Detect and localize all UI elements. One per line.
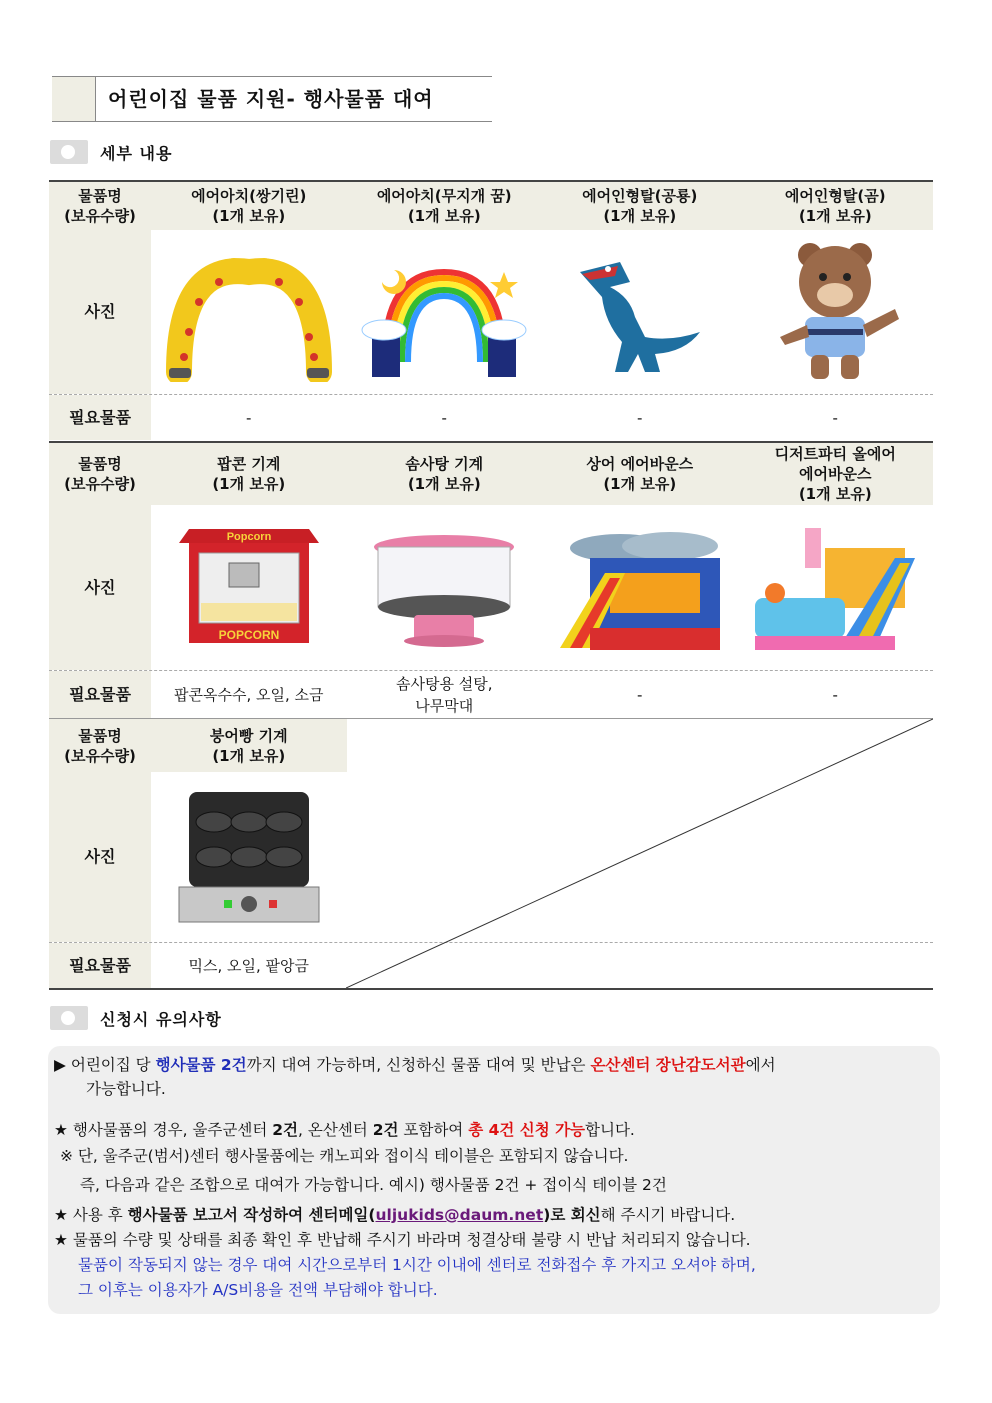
notice-line [54,1228,934,1253]
item-header [151,443,347,505]
star-icon: ★ [54,1231,68,1249]
bullet-chip-icon [50,140,88,164]
title-tab [52,77,96,121]
label-photo: 사진 [49,505,151,670]
label-name-text: 물품명 [78,187,122,205]
text: 해 주시기 바랍니다. [600,1206,736,1224]
giraffe-arch-icon [151,230,347,394]
item-header [542,443,738,505]
text: 어린이집 당 [70,1056,156,1074]
item-header [151,182,347,230]
item-name: 붕어빵 기계 [209,726,288,745]
email-link[interactable]: uljukids@daum.net [375,1206,544,1224]
label-name [49,443,151,505]
text: 사용 후 [72,1206,128,1224]
dessert-bounce-icon [738,505,934,670]
items-table-2 [49,441,933,718]
text: , 온산센터 [298,1121,373,1139]
highlight: 행사물품 보고서 작성하여 센터메일( [127,1206,376,1224]
document-title: 어린이집 물품 지원- 행사물품 대여 [108,87,434,111]
required-items: 믹스, 오일, 팥앙금 [188,957,309,975]
label-qty-text: (보유수량) [64,207,136,225]
notice-line: 가능합니다. [86,1080,166,1098]
required-items: - [637,685,643,704]
section-heading-details [50,139,172,165]
notice-line [54,1118,934,1143]
dinosaur-icon [542,230,738,394]
item-header [151,719,347,772]
required-items: 팝콘옥수수, 오일, 소금 [174,685,324,704]
item-header [542,182,738,230]
item-header [738,443,934,505]
text: 합니다. [585,1121,635,1139]
label-required: 필요물품 [49,395,151,440]
label-qty-text: (보유수량) [64,746,136,765]
table-bottom-rule [49,988,933,990]
highlight: 2건 [372,1121,399,1139]
bullet-chip-icon [50,1006,88,1030]
section-label: 신청시 유의사항 [100,1009,222,1029]
fish-bread-machine-icon [151,772,347,942]
highlight: 2건 [272,1121,298,1139]
label-photo: 사진 [49,230,151,394]
item-name: 에어인형탈(공룡) [582,187,698,205]
item-qty: (1개 보유) [212,475,286,493]
shark-bounce-icon [542,505,738,670]
item-qty: (1개 보유) [212,207,286,225]
item-name: 에어인형탈(곰) [784,187,886,205]
required-items: 솜사탕용 설탕, 나무막대 [396,674,493,715]
highlight: 온산센터 장난감도서관 [590,1056,746,1074]
section-label: 세부 내용 [100,143,173,163]
item-name: 디저트파티 올에어 에어바운스 [774,445,896,483]
label-name [49,719,151,772]
item-qty: (1개 보유) [798,207,872,225]
item-header [347,443,543,505]
empty-cell-diagonal [346,718,933,990]
label-name [49,182,151,230]
text: 까지 대여 가능하며, 신청하신 물품 대여 및 반납은 [246,1056,591,1074]
required-items: - [441,408,447,427]
text: 물품의 수량 및 상태를 최종 확인 후 반납해 주시기 바라며 청결상태 불량 시 반납 처리되지 않습니다. [72,1231,751,1249]
svg-text:Popcorn: Popcorn [226,530,272,543]
item-header [738,182,934,230]
item-name: 상어 에어바운스 [586,455,694,473]
bear-icon [738,230,934,394]
required-items: - [832,685,838,704]
highlight: 총 4건 신청 가능 [468,1121,586,1139]
cotton-candy-machine-icon [347,505,543,670]
label-qty-text: (보유수량) [64,475,136,493]
arrow-icon: ▶ [54,1056,66,1074]
label-required: 필요물품 [49,671,151,718]
notice-box [48,1046,940,1314]
item-name: 에어아치(무지개 꿈) [376,187,512,205]
item-qty: (1개 보유) [407,207,481,225]
text: 포함하여 [398,1121,469,1139]
popcorn-machine-icon [151,505,347,670]
rainbow-arch-icon [347,230,543,394]
notice-line: 그 이후는 이용자가 A/S비용을 전액 부담해야 합니다. [78,1281,438,1299]
items-table-1 [49,180,933,440]
item-qty: (1개 보유) [407,475,481,493]
required-items: - [637,408,643,427]
label-name-text: 물품명 [78,726,122,745]
section-heading-notice [50,1005,222,1031]
item-qty: (1개 보유) [603,207,677,225]
svg-text:POPCORN: POPCORN [218,627,280,642]
required-items: - [832,408,838,427]
item-header [347,182,543,230]
item-qty: (1개 보유) [603,475,677,493]
document-title-box [52,76,492,122]
label-photo: 사진 [49,772,151,942]
required-items: - [246,408,252,427]
text: 에서 [745,1056,776,1074]
notice-line [54,1203,934,1228]
star-icon: ★ [54,1121,68,1139]
star-icon: ★ [54,1206,68,1224]
item-qty: (1개 보유) [212,746,286,765]
items-table-3 [49,718,933,990]
highlight: 행사물품 2건 [155,1056,247,1074]
notice-line: 즉, 다음과 같은 조합으로 대여가 가능합니다. 예시) 행사물품 2건 + 접이식 테이블 2건 [80,1176,667,1194]
notice-line [54,1053,934,1078]
label-name-text: 물품명 [78,455,122,473]
text: 행사물품의 경우, 울주군센터 [72,1121,273,1139]
label-required: 필요물품 [49,943,151,989]
highlight: )로 회신 [543,1206,601,1224]
item-qty: (1개 보유) [798,485,872,503]
item-name: 에어아치(쌍기린) [191,187,307,205]
notice-line: 물품이 작동되지 않는 경우 대여 시간으로부터 1시간 이내에 센터로 전화접수 후 가지고 오셔야 하며, [78,1256,756,1274]
item-name: 팝콘 기계 [217,455,281,473]
notice-line: ※ 단, 울주군(범서)센터 행사물품에는 캐노피와 접이식 테이블은 포함되지 않습니다. [60,1147,629,1165]
item-name: 솜사탕 기계 [405,455,484,473]
